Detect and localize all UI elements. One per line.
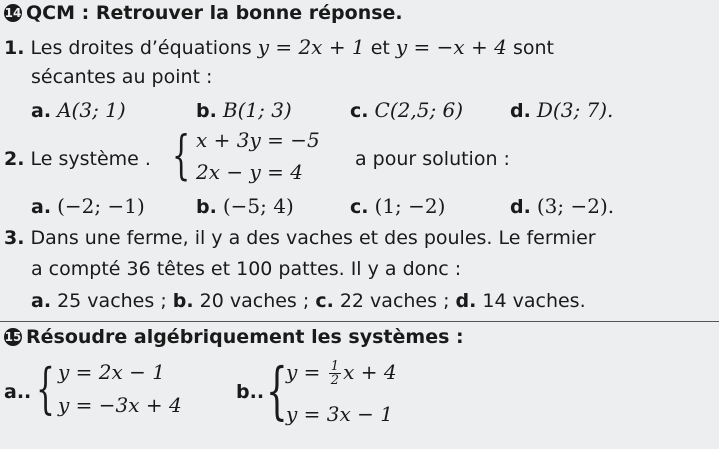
question-1-option-c: c. C(2,5; 6) [350,98,464,122]
exercise-14-header [4,2,403,24]
system-b-eq-2: y = 3x − 1 [286,402,393,426]
question-1-option-d: d. D(3; 7). [510,98,614,122]
exercise-15-title: Résoudre algébriquement les systèmes : [26,326,464,348]
system-a-eq-2: y = −3x + 4 [58,393,182,417]
exercise-14-title: QCM : Retrouver la bonne réponse. [26,2,403,24]
exercise-14-number: 14 [4,6,22,20]
question-2-system-eq-2: 2x − y = 4 [196,160,303,184]
question-1-et: et [364,37,396,59]
system-a-eq-1: y = 2x − 1 [58,360,165,384]
exercise-15-header [4,326,464,348]
question-2-tail: a pour solution : [355,148,510,170]
question-2-option-c: c. (1; −2) [350,194,446,218]
system-b-label: b.. [236,381,265,403]
question-1-option-a: a. A(3; 1) [31,98,126,122]
question-1-number: 1. [4,37,25,59]
question-2-system-eq-1: x + 3y = −5 [196,128,320,152]
question-3-number: 3. [4,227,25,249]
question-3-line-1: 3. Dans une ferme, il y a des vaches et des poules. Le fermier [4,227,596,249]
question-3-line-2: a compté 36 têtes et 100 pattes. Il y a donc : [31,258,462,280]
system-b-eq-1: y = $\frac{1}{2}$ x + 4 [286,359,397,388]
question-3-option-d: d. 14 vaches. [455,290,586,312]
fraction-one-half: $\frac{1}{2}$ [330,359,340,388]
system-a-label: a.. [4,381,32,403]
question-1-text-b: sont [506,37,554,59]
system-b-brace: { [266,354,288,427]
section-divider [0,321,719,322]
exercise-15-number: 15 [4,330,22,344]
question-2-option-a: a. (−2; −1) [31,194,145,218]
question-2-brace: { [172,126,191,186]
question-3-options [31,290,586,312]
question-1-line-2: sécantes au point : [31,66,213,88]
question-2-option-b: b. (−5; 4) [196,194,294,218]
question-3-option-c: c. 22 vaches ; [315,290,450,312]
question-2-number: 2. [4,148,25,170]
question-1-text-a: Les droites d’équations [30,37,258,59]
question-3-option-a: a. 25 vaches ; [31,290,167,312]
question-1-equation-1: y = 2x + 1 [257,35,365,59]
question-1-option-b: b. B(1; 3) [196,98,292,122]
question-2-intro: 2. Le système . [4,148,151,170]
system-a-brace: { [36,357,55,420]
question-3-option-b: b. 20 vaches ; [172,290,310,312]
question-2-option-d: d. (3; −2). [510,194,615,218]
question-1-line-1 [4,35,554,59]
question-1-equation-2: y = −x + 4 [395,35,507,59]
